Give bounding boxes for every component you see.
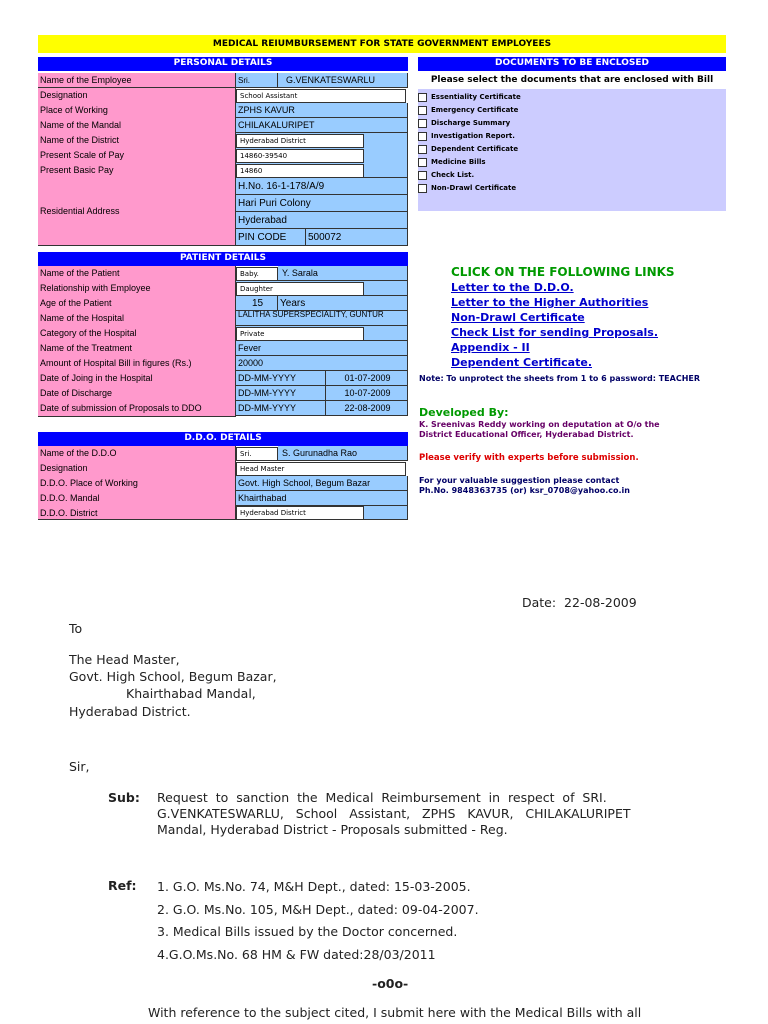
basic-pay-field[interactable]: 14860 (236, 164, 364, 178)
link-dependent-certificate[interactable]: Dependent Certificate. (451, 356, 592, 369)
scale-of-pay-field[interactable]: 14860-39540 (236, 149, 364, 163)
letter-date-value: 22-08-2009 (564, 595, 637, 610)
document-item-non-drawl[interactable]: Non-Drawl Certificate (418, 182, 726, 195)
document-item-medicine-bills[interactable]: Medicine Bills (418, 156, 726, 169)
ddo-place-label: D.D.O. Place of Working (38, 476, 236, 492)
developer-heading: Developed By: (419, 406, 509, 419)
subject-line-3: Mandal, Hyderabad District - Proposals submitted - Reg. (157, 822, 508, 837)
document-item-discharge[interactable]: Discharge Summary (418, 117, 726, 130)
contact-line-1: For your valuable suggestion please contact (419, 476, 620, 485)
hospital-name-field[interactable]: LALITHA SUPERSPECIALITY, GUNTUR (236, 311, 408, 326)
contact-line-2: Ph.No. 9848363735 (or) ksr_0708@yahoo.co.in (419, 486, 630, 495)
checkbox-icon[interactable] (418, 119, 427, 128)
submission-date-label: Date of submission of Proposals to DDO (38, 401, 236, 417)
joining-date-format: DD-MM-YYYY (236, 371, 326, 386)
patient-name-label: Name of the Patient (38, 266, 236, 282)
employee-name-field[interactable]: G.VENKATESWARLU (278, 73, 408, 88)
address-line-2[interactable]: Hari Puri Colony (236, 195, 408, 212)
ddo-designation-label: Designation (38, 461, 236, 477)
patient-details-header: PATIENT DETAILS (38, 252, 408, 266)
documents-header: DOCUMENTS TO BE ENCLOSED (418, 57, 726, 71)
checkbox-icon[interactable] (418, 106, 427, 115)
relationship-field[interactable]: Daughter (236, 282, 364, 296)
letter-body: With reference to the subject cited, I submit here with the Medical Bills with all (148, 1005, 642, 1020)
checkbox-icon[interactable] (418, 132, 427, 141)
discharge-date-format: DD-MM-YYYY (236, 386, 326, 401)
reference-item-4: 4.G.O.Ms.No. 68 HM & FW dated:28/03/2011 (157, 947, 436, 962)
reference-label: Ref: (108, 878, 137, 893)
developer-line-2: District Educational Officer, Hyderabad District. (419, 430, 634, 439)
submission-date-field[interactable]: 22-08-2009 (326, 401, 408, 416)
ddo-name-label: Name of the D.D.O (38, 446, 236, 462)
address-line-1[interactable]: H.No. 16-1-178/A/9 (236, 178, 408, 195)
verification-warning: Please verify with experts before submission. (419, 453, 639, 463)
ddo-name-prefix[interactable]: Sri. (236, 447, 278, 461)
joining-date-field[interactable]: 01-07-2009 (326, 371, 408, 386)
patient-name-prefix[interactable]: Baby. (236, 267, 278, 281)
bill-amount-field[interactable]: 20000 (236, 356, 408, 371)
link-check-list[interactable]: Check List for sending Proposals. (451, 326, 659, 339)
document-item-emergency[interactable]: Emergency Certificate (418, 104, 726, 117)
checkbox-icon[interactable] (418, 158, 427, 167)
link-appendix-ii[interactable]: Appendix - II (451, 341, 530, 354)
letter-date-label: Date: (522, 595, 557, 610)
reference-item-2: 2. G.O. Ms.No. 105, M&H Dept., dated: 09-04-2007. (157, 902, 479, 917)
pin-code-label: PIN CODE (236, 229, 306, 246)
document-item-essentiality[interactable]: Essentiality Certificate (418, 91, 726, 104)
personal-details-header: PERSONAL DETAILS (38, 57, 408, 71)
ddo-mandal-field[interactable]: Khairthabad (236, 491, 408, 506)
district-label: Name of the District (38, 133, 236, 149)
designation-field[interactable]: School Assistant (236, 89, 406, 103)
patient-name-field[interactable]: Y. Sarala (278, 266, 408, 281)
checkbox-icon[interactable] (418, 184, 427, 193)
mandal-label: Name of the Mandal (38, 118, 236, 134)
personal-details-section (38, 73, 408, 246)
letter-separator: -o0o- (372, 976, 409, 991)
district-field[interactable]: Hyderabad District (236, 134, 364, 148)
document-item-dependent[interactable]: Dependent Certificate (418, 143, 726, 156)
subject-line-2: G.VENKATESWARLU, School Assistant, ZPHS KAVUR, CHILAKALURIPET (157, 806, 631, 821)
ddo-name-field[interactable]: S. Gurunadha Rao (278, 446, 408, 461)
ddo-details-section (38, 446, 408, 520)
patient-age-unit: Years (278, 296, 408, 311)
documents-instruction: Please select the documents that are enclosed with Bill (430, 75, 714, 85)
bill-amount-label: Amount of Hospital Bill in figures (Rs.) (38, 356, 236, 372)
document-item-check-list[interactable]: Check List. (418, 169, 726, 182)
patient-age-label: Age of the Patient (38, 296, 236, 312)
pin-code-field[interactable]: 500072 (306, 229, 408, 246)
hospital-name-label: Name of the Hospital (38, 311, 236, 327)
checkbox-icon[interactable] (418, 171, 427, 180)
ddo-district-label: D.D.O. District (38, 506, 236, 520)
scale-of-pay-label: Present Scale of Pay (38, 148, 236, 164)
relationship-label: Relationship with Employee (38, 281, 236, 297)
link-letter-to-ddo[interactable]: Letter to the D.D.O. (451, 281, 574, 294)
treatment-label: Name of the Treatment (38, 341, 236, 357)
subject-line-1: Request to sanction the Medical Reimbursement in respect of SRI. (157, 790, 607, 805)
links-heading: CLICK ON THE FOLLOWING LINKS (451, 265, 675, 279)
employee-name-prefix[interactable]: Sri. (236, 73, 278, 88)
unprotect-note: Note: To unprotect the sheets from 1 to 6 password: TEACHER (419, 374, 701, 383)
checkbox-icon[interactable] (418, 145, 427, 154)
joining-date-label: Date of Joing in the Hospital (38, 371, 236, 387)
letter-salutation: Sir, (69, 759, 90, 774)
discharge-date-field[interactable]: 10-07-2009 (326, 386, 408, 401)
mandal-field[interactable]: CHILAKALURIPET (236, 118, 408, 133)
page-title: MEDICAL REIUMBURSEMENT FOR STATE GOVERNMENT EMPLOYEES (38, 35, 726, 53)
letter-date (522, 595, 637, 610)
place-of-working-label: Place of Working (38, 103, 236, 119)
reference-item-1: 1. G.O. Ms.No. 74, M&H Dept., dated: 15-03-2005. (157, 879, 471, 894)
discharge-date-label: Date of Discharge (38, 386, 236, 402)
patient-details-section (38, 266, 408, 416)
patient-age-field[interactable]: 15 (236, 296, 278, 311)
checkbox-icon[interactable] (418, 93, 427, 102)
submission-date-format: DD-MM-YYYY (236, 401, 326, 416)
treatment-field[interactable]: Fever (236, 341, 408, 356)
letter-address-line-2: Govt. High School, Begum Bazar, (69, 669, 277, 684)
hospital-category-field[interactable]: Private (236, 327, 364, 341)
employee-name-label: Name of the Employee (38, 73, 236, 88)
link-letter-to-higher-authorities[interactable]: Letter to the Higher Authorities (451, 296, 649, 309)
ddo-details-header: D.D.O. DETAILS (38, 432, 408, 446)
residential-address-label: Residential Address (38, 178, 236, 246)
link-non-drawl-certificate[interactable]: Non-Drawl Certificate (451, 311, 585, 324)
hospital-category-label: Category of the Hospital (38, 326, 236, 342)
letter-to: To (69, 621, 83, 636)
letter-address-line-4: Hyderabad District. (69, 704, 191, 719)
place-of-working-field[interactable]: ZPHS KAVUR (236, 103, 408, 118)
ddo-designation-field[interactable]: Head Master (236, 462, 406, 476)
address-line-3[interactable]: Hyderabad (236, 212, 408, 229)
ddo-district-field[interactable]: Hyderabad District (236, 506, 364, 520)
subject-label: Sub: (108, 790, 140, 805)
ddo-mandal-label: D.D.O. Mandal (38, 491, 236, 507)
documents-list (418, 89, 726, 211)
document-item-investigation[interactable]: Investigation Report. (418, 130, 726, 143)
ddo-place-field[interactable]: Govt. High School, Begum Bazar (236, 476, 408, 491)
developer-line-1: K. Sreenivas Reddy working on deputation at O/o the (419, 420, 660, 429)
letter-address-line-1: The Head Master, (69, 652, 180, 667)
letter-address-line-3: Khairthabad Mandal, (126, 686, 256, 701)
designation-label: Designation (38, 88, 236, 104)
reference-item-3: 3. Medical Bills issued by the Doctor concerned. (157, 924, 458, 939)
basic-pay-label: Present Basic Pay (38, 163, 236, 179)
